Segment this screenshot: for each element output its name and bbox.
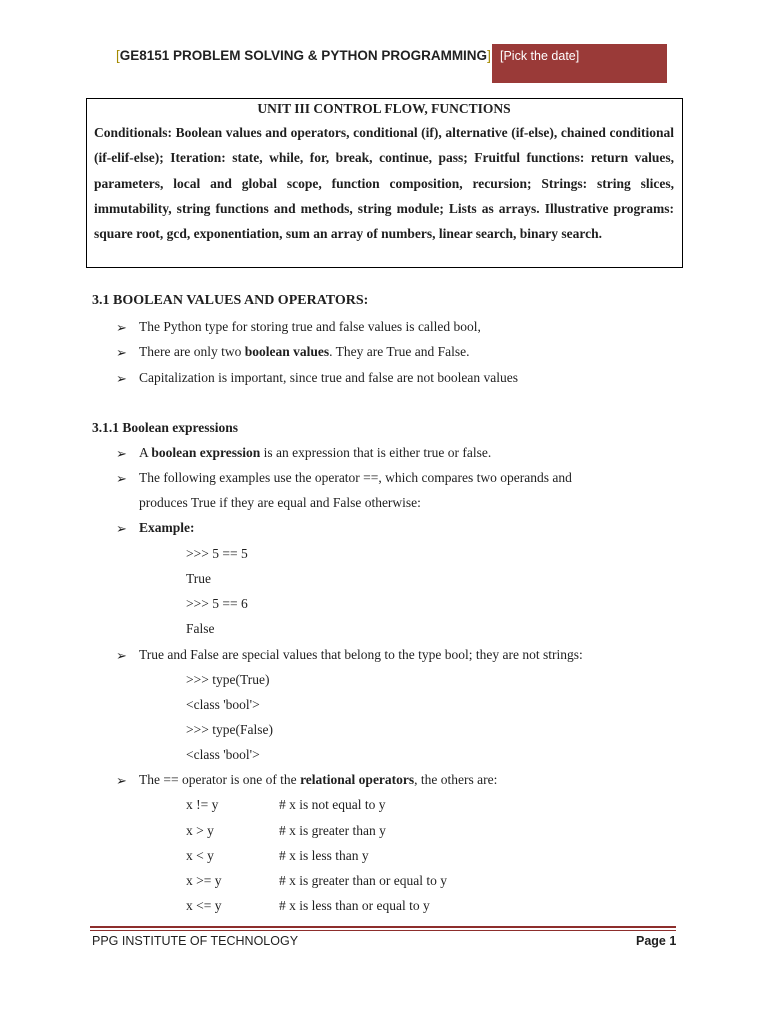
operator-expr: x != y	[186, 797, 219, 812]
header-bracket-open: [	[116, 48, 120, 63]
operator-comment: # x is greater than or equal to y	[279, 873, 447, 888]
course-title: GE8151 PROBLEM SOLVING & PYTHON PROGRAMMING	[119, 48, 488, 63]
arrow-bullet-icon: ➢	[116, 371, 127, 386]
footer-institute: PPG INSTITUTE OF TECHNOLOGY	[92, 934, 299, 948]
code-line: >>> 5 == 6	[186, 596, 248, 611]
bullet-text: A boolean expression is an expression that is either true or false.	[139, 445, 492, 460]
bullet-text: There are only two boolean values. They are True and False.	[139, 344, 470, 359]
operator-expr: x > y	[186, 823, 214, 838]
code-line: >>> 5 == 5	[186, 546, 248, 561]
operator-comment: # x is greater than y	[279, 823, 386, 838]
code-line: True	[186, 571, 212, 586]
subsection-heading: 3.1.1 Boolean expressions	[92, 420, 239, 435]
operator-comment: # x is not equal to y	[279, 797, 386, 812]
footer-divider-thin	[90, 930, 676, 931]
code-line: >>> type(False)	[186, 722, 273, 737]
section-heading: 3.1 BOOLEAN VALUES AND OPERATORS:	[92, 293, 369, 308]
bullet-text: Capitalization is important, since true and false are not boolean values	[139, 370, 519, 385]
arrow-bullet-icon: ➢	[116, 773, 127, 788]
unit-title: UNIT III CONTROL FLOW, FUNCTIONS	[257, 101, 511, 116]
operator-expr: x <= y	[186, 898, 222, 913]
arrow-bullet-icon: ➢	[116, 471, 127, 486]
operator-comment: # x is less than or equal to y	[279, 898, 430, 913]
bullet-text-continued: produces True if they are equal and False otherwise:	[139, 495, 421, 510]
arrow-bullet-icon: ➢	[116, 345, 127, 360]
page-number: Page 1	[636, 934, 677, 948]
code-line: >>> type(True)	[186, 672, 270, 687]
operator-comment: # x is less than y	[279, 848, 369, 863]
arrow-bullet-icon: ➢	[116, 648, 127, 663]
code-line: False	[186, 621, 215, 636]
arrow-bullet-icon: ➢	[116, 320, 127, 335]
unit-syllabus-box	[86, 98, 683, 268]
bullet-text: True and False are special values that belong to the type bool; they are not strings:	[139, 647, 583, 662]
running-header-title	[116, 48, 491, 63]
unit-syllabus-text: Conditionals: Boolean values and operators, conditional (if), alternative (if-else), chained conditional (if-elif-else); Iteration: state, while, for, break, continue, pass; Fruitful functions: return values, parameters, local and global scope, function composition, recursion; Strings: string slices, immutability, string functions and methods, string module; Lists as arrays. Illustrative programs: square root, gcd, exponentiation, sum an array of numbers, linear search, binary search.	[94, 125, 674, 242]
bullet-text: The Python type for storing true and false values is called bool,	[139, 319, 481, 334]
bullet-text: The following examples use the operator ==, which compares two operands and	[139, 470, 572, 485]
date-picker-field[interactable]: [Pick the date]	[492, 44, 667, 83]
arrow-bullet-icon: ➢	[116, 521, 127, 536]
arrow-bullet-icon: ➢	[116, 446, 127, 461]
code-line: <class 'bool'>	[186, 747, 260, 762]
operator-expr: x < y	[186, 848, 214, 863]
example-label: Example:	[139, 520, 195, 535]
header-bracket-close: ]	[487, 48, 491, 63]
footer-divider	[90, 926, 676, 928]
bullet-text: The == operator is one of the relational operators, the others are:	[139, 772, 498, 787]
code-line: <class 'bool'>	[186, 697, 260, 712]
operator-expr: x >= y	[186, 873, 222, 888]
